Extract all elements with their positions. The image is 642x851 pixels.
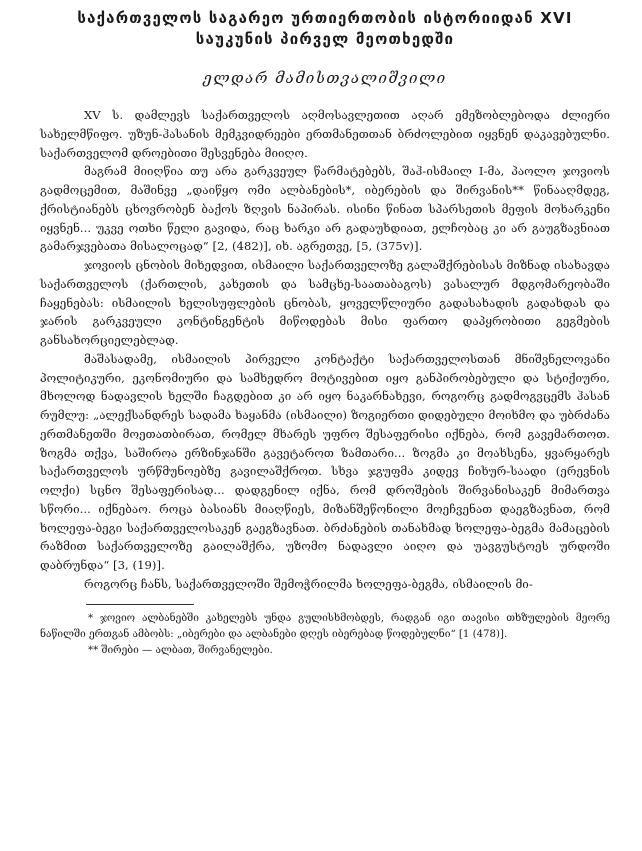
paragraph-5: როგორც ჩანს, საქართველოში შემოჭრილმა ხოლეფა-ბეგმა, ისმაილის მი- <box>84 576 533 591</box>
paragraph-1: XV ს. დამლევს საქართველოს აღმოსავლეთით აღარ ემეზობლებოდა ძლიერი სახელმწიფო. უზუნ-ჰასანის მემკვიდრეები ერთმანეთთან ბრძოლებით იყვნენ დაკავებულნი. საქართველომ დროებითი შესვენება მიიღო. <box>40 108 610 160</box>
paragraph-4: მაშასადამე, ისმაილის პირველი კონტაქტი საქართველოსთან მნიშვნელოვანი პოლიტიკური, ეკონომიური და სამხედრო მოტივებით იყო განპირობებული და სტიქიური, მხოლოდ ნადავლის ხელში ჩაგდებით კი არ იყო ნაკარნახევი, როგორც გადმოგვცემს ჰასან რუმლუ: „ალექსანდრეს სადამა ხაყანმა (ისმაილი) ზოგიერთი დიდებული მოიხმო და უბრძანა ერთმანეთში მოეთათბირათ, რომელ მხარეს უფრო შესაფერისი იქნება, რომ გავემართოთ. ზოგმა თქვა, საშიროა ერზინჯანში გავეტაროთ ზამთარი... ზოგმა კი მოახსენა, ყვარყარეს საქართველოს ურწმუნოებზე გავილაშქროთ. სხვა ჯგუფმა კიდევ ჩიხურ-საადი (ერევნის ოლქი) სცნო შესაფერისად... დადგენილ იქნა, რომ დროშების შირვანისაკენ მიმართვა სწორი... იქნებაო. როცა ბასიანს მიაღწიეს, მიზანშეწონილი მოეჩვენათ დაეგზავნათ, რომ ხოლეფა-ბეგი საქართველოსაკენ გაეგზავნათ. ბრძანების თანახმად ხოლეფა-ბეგმა მამაცების რაზმით საქართველოზე გაილაშქრა, უზომო ნადავლი აიღო და უავგუსტოეს ურდოში დაბრუნდა“ [3, (19)]. <box>40 351 610 572</box>
article-title <box>40 8 610 50</box>
author-name: ელდარ მამისთვალიშვილი <box>203 69 447 87</box>
paragraph-2: მაგრამ მიიღწია თუ არა გარკვეულ წარმატებებს, შაჰ-ისმაილ I-მა, პაოლო ჯოვიოს გადმოცემით, მაშინვე „დაიწყო ომი ალბანების*, იბერების და შირვანის** წინააღმდეგ, ქრისტიანებს ცხოვრობენ ბაქოს ზღვის ნაპირას. ისინი წინათ სპარსეთის მეფის მოხარკენი იყვნენ... უკვე ოთხი წელი გავიდა, რაც ხარკი არ გადაუხდიათ, ელჩობაც კი არ გაუგზავნიათ გამარჯვებათა მისალოცად“ [2, (482)], იხ. აგრეთვე, [5, (375v)]. <box>40 164 610 254</box>
footnote-divider <box>86 604 194 605</box>
article-body <box>40 106 610 594</box>
footnotes <box>40 611 610 659</box>
paragraph-3: ჯოვიოს ცნობის მიხედვით, ისმაილი საქართველოზე გალაშქრებისას მიზნად ისახავდა საქართველოს (ქართლის, კახეთის და სამცხე-საათაბაგოს) ვასალურ მდგომარეობაში ჩაყენებას: ისმაილის ხელისუფლების ცნობას, ყოველწლიური გადასახადის გადახდას და ჯარის გარკვეული კონტინგენტის მიწოდებას მისი ფართო დაპყრობითი გეგმების განსახორციელებლად. <box>40 258 610 347</box>
title-line-1: საქართველოს საგარეო ურთიერთობის ისტორიიდან XVI <box>77 9 573 27</box>
footnote-2: ** შირები — ალბათ, შირვანელები. <box>88 644 273 656</box>
title-line-2: საუკუნის პირველ მეოთხედში <box>195 30 455 48</box>
footnote-1: * ჯოვიო ალბანებში კახელებს უნდა გულისხმობდეს, რადგან იგი თავისი თხზულების მეორე ნაწილში ერთგან ამბობს: „იბერები და ალბანები დღეს იბერებად წოდებულნი“ [1 (478)]. <box>40 612 610 640</box>
